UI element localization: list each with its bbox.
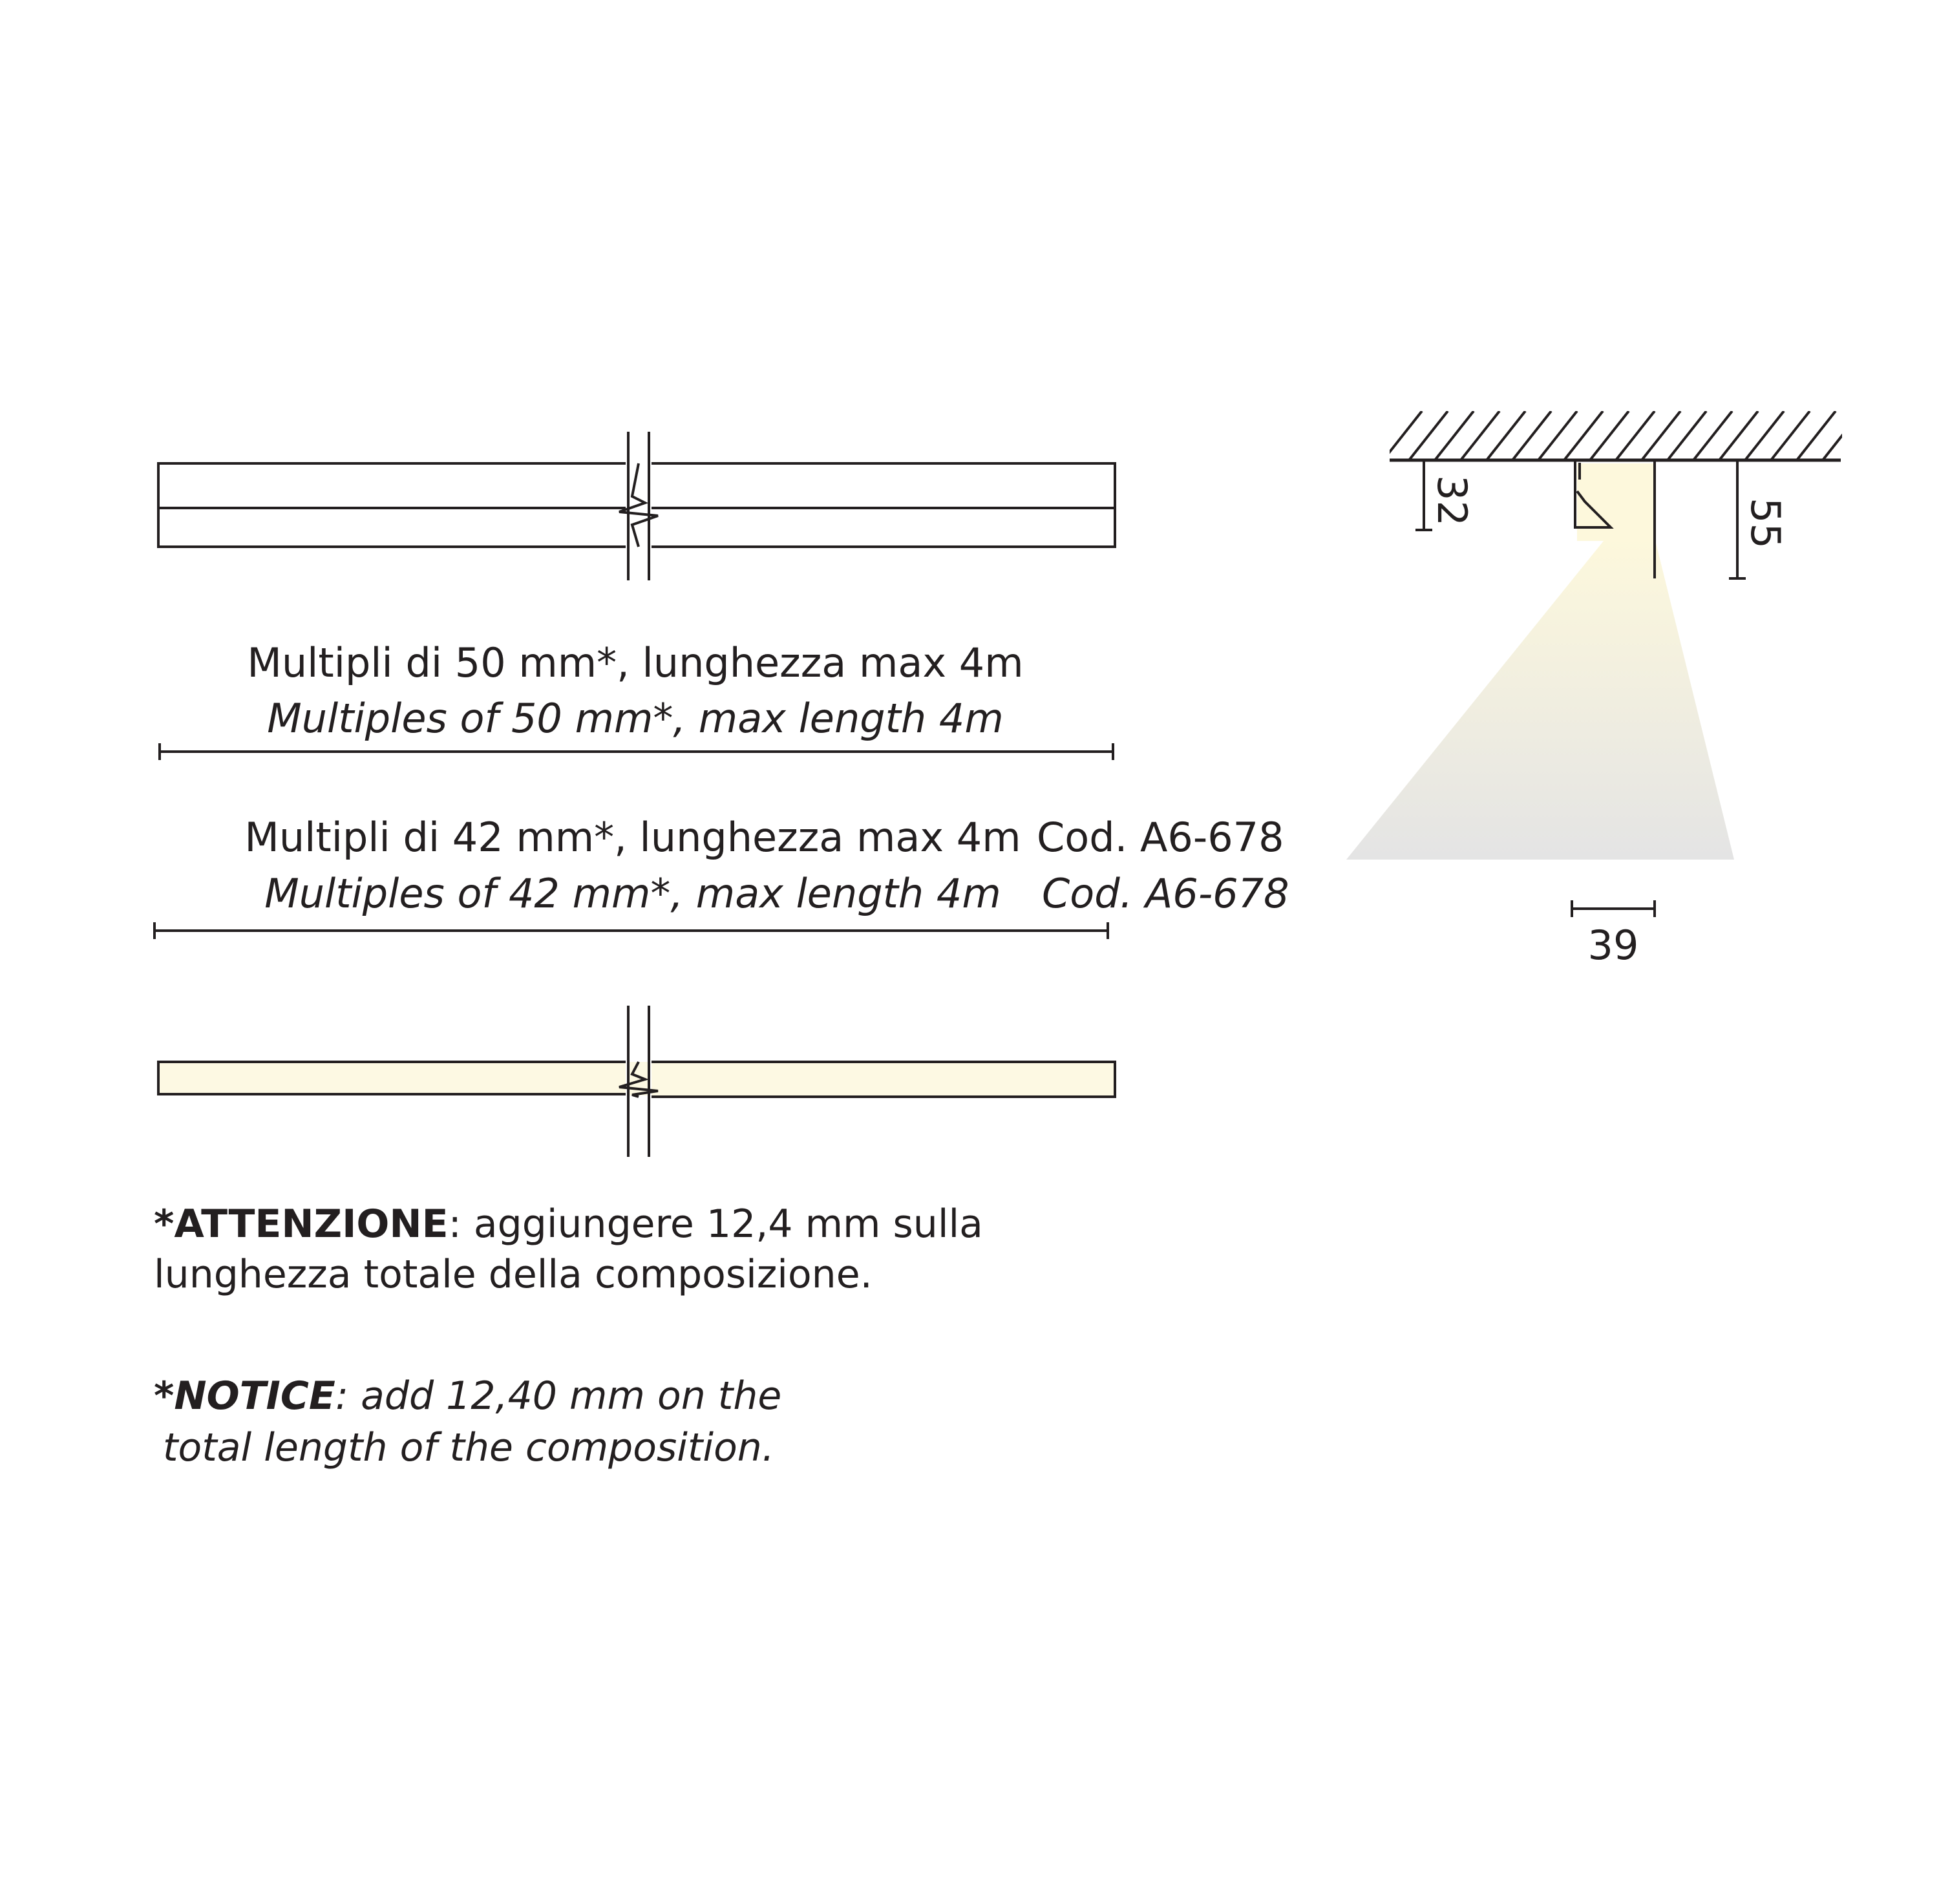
product-code-it: Cod. A6-678 (1037, 814, 1284, 861)
notice-italian-text1: : aggiungere 12,4 mm sulla (448, 1201, 983, 1247)
section-dim-55: 55 (1742, 498, 1789, 549)
notice-italian-label: *ATTENZIONE (154, 1201, 449, 1247)
notice-english-label: *NOTICE (154, 1373, 335, 1419)
section-view (1346, 411, 1861, 917)
notice-italian-line2: lunghezza totale della composizione. (154, 1252, 873, 1297)
profile-top-view (158, 432, 1115, 580)
notice-english-text1: : add 12,40 mm on the (335, 1373, 782, 1419)
section-dim-39: 39 (1587, 922, 1639, 969)
light-beam (1346, 538, 1734, 860)
section-dim-32: 32 (1428, 475, 1476, 526)
dimension-label-50mm-en: Multiples of 50 mm*, max length 4m (267, 695, 1004, 742)
dimension-label-42mm-it: Multipli di 42 mm*, lunghezza max 4m (244, 814, 1021, 861)
product-code-en: Cod. A6-678 (1042, 870, 1289, 917)
dimension-line-42mm (154, 922, 1108, 939)
dimension-label-50mm-it: Multipli di 50 mm*, lunghezza max 4m (247, 639, 1024, 686)
profile-bottom-lit (158, 1006, 1115, 1157)
notice-italian-line1 (154, 1201, 983, 1247)
dimension-label-42mm-en: Multiples of 42 mm*, max length 4m (264, 870, 1001, 917)
notice-english-line1 (154, 1373, 782, 1419)
dimension-line-50mm (160, 743, 1113, 760)
notice-english-line2: total length of the composition. (163, 1425, 774, 1470)
